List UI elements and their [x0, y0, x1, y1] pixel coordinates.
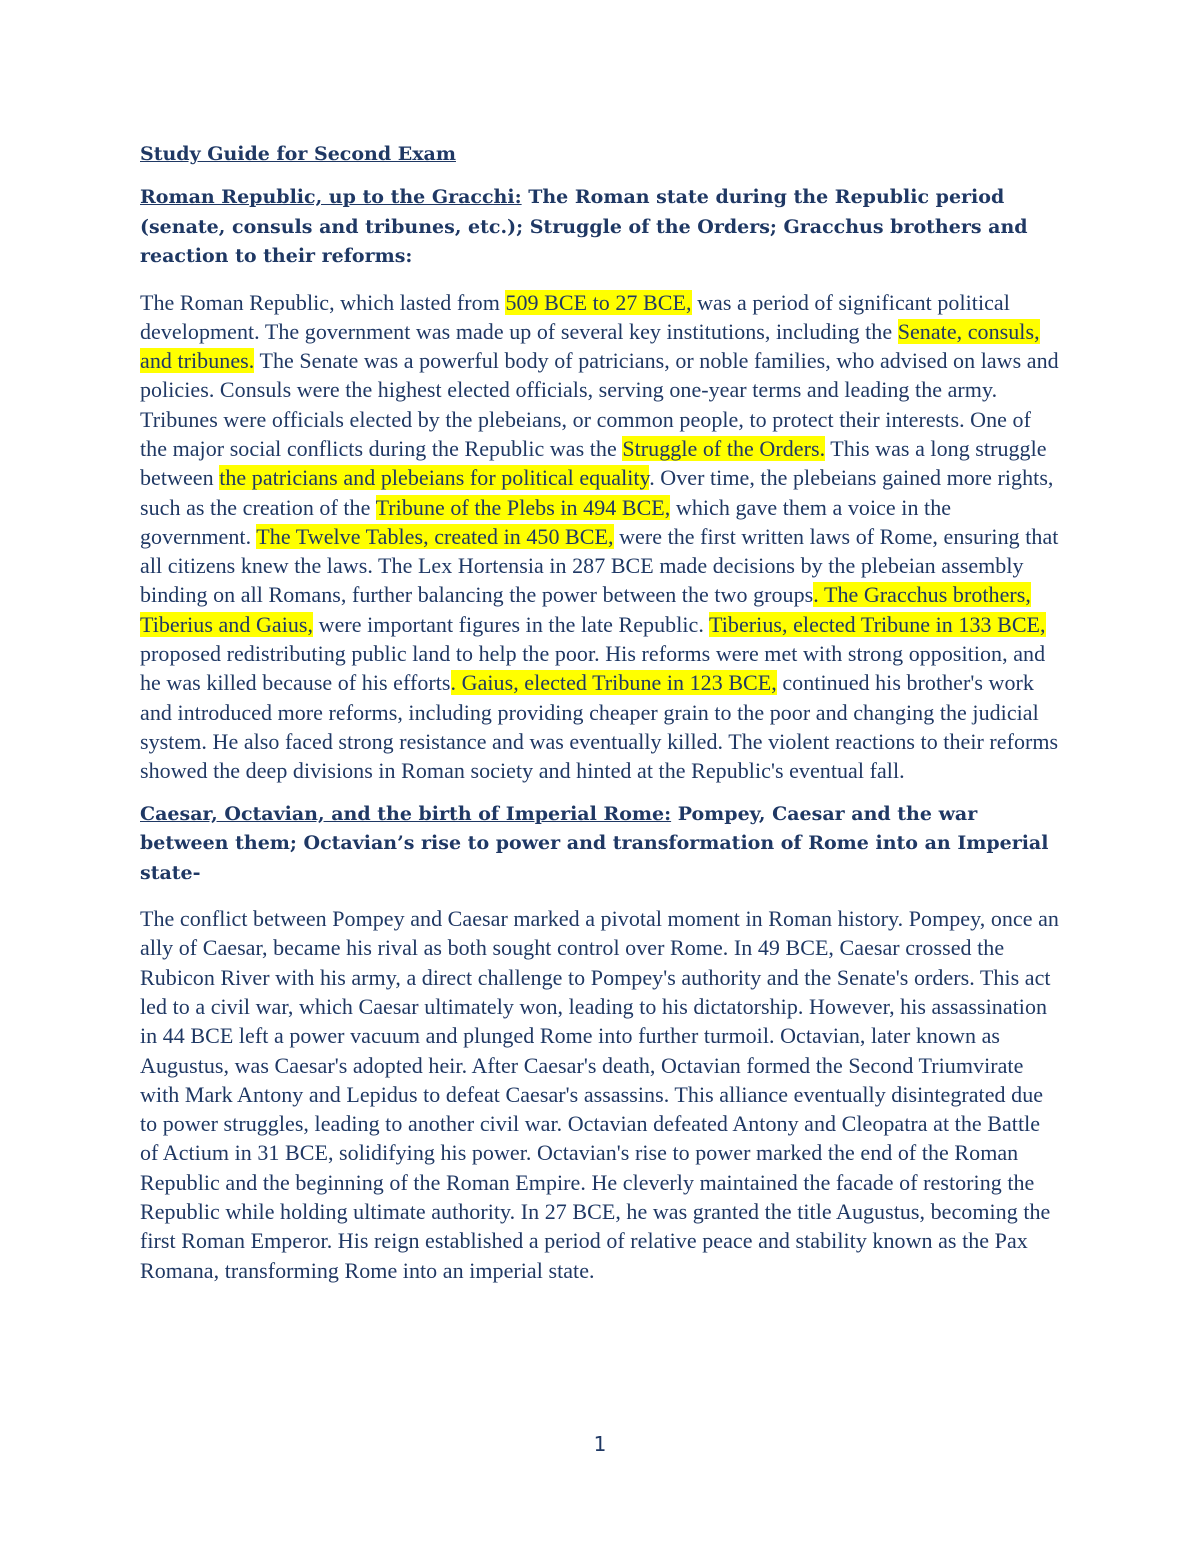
text-run: continued his brother's work and introduced more reforms, including providing cheaper grain to the poor and changing the judicial system. He also faced strong resistance and was eventually killed. The violent reactions to their reforms showed the deep divisions in Roman society and hinted at the Republic's eventual fall. [140, 670, 1059, 784]
page-title: Study Guide for Second Exam [140, 143, 456, 165]
text-run: which gave them a voice in the government. [140, 494, 952, 549]
section-heading-imperial-rome [140, 800, 1060, 889]
document-page [140, 140, 1060, 1299]
text-run: was a period of significant political development. The government was made up of several key institutions, including the [140, 289, 1010, 344]
highlighted-text: Senate, consuls, and tribunes. [140, 318, 1040, 374]
section-heading-roman-republic [140, 183, 1060, 272]
highlighted-text: Tribune of the Plebs in 494 BCE, [375, 494, 671, 520]
page-number: 1 [593, 1432, 607, 1456]
highlighted-text: . The Gracchus brothers, Tiberius and Gaius, [140, 582, 1031, 637]
highlighted-text: . Gaius, elected Tribune in 123 BCE, [450, 670, 777, 696]
section-heading-topics: The Roman state during the Republic period (senate, consuls and tribunes, etc.); Struggle of the Orders; Gracchus brothers and reaction to their reforms: [140, 186, 1028, 267]
highlighted-text: The Twelve Tables, created in 450 BCE, [256, 523, 614, 549]
section-heading-topics: Pompey, Caesar and the war between them; Octavian’s rise to power and transformation of Rome into an Imperial state- [140, 802, 1049, 884]
paragraph-imperial-rome: The conflict between Pompey and Caesar marked a pivotal moment in Roman history. Pompey, once an ally of Caesar, became his rival as both sought control over Rome. In 49 BCE, Caesar crossed the Rubicon River with his army, a direct challenge to Pompey's authority and the Senate's orders. This act led to a civil war, which Caesar ultimately won, leading to his dictatorship. However, his assassination in 44 BCE left a power vacuum and plunged Rome into further turmoil. Octavian, later known as Augustus, was Caesar's adopted heir. After Caesar's death, Octavian formed the Second Triumvirate with Mark Antony and Lepidus to defeat Caesar's assassins. This alliance eventually disintegrated due to power struggles, leading to another civil war. Octavian defeated Antony and Cleopatra at the Battle of Actium in 31 BCE, solidifying his power. Octavian's rise to power marked the end of the Roman Republic and the beginning of the Roman Empire. He cleverly maintained the facade of restoring the Republic while holding ultimate authority. In 27 BCE, he was granted the title Augustus, becoming the first Roman Emperor. His reign established a period of relative peace and stability known as the Pax Romana, transforming Rome into an imperial state. [140, 906, 1059, 1283]
text-run: This was a long struggle between [140, 435, 1047, 491]
text-run: were important figures in the late Republic. [313, 611, 710, 637]
section-heading-underlined: Caesar, Octavian, and the birth of Imperial Rome: [140, 802, 672, 825]
highlighted-text: 509 BCE to 27 BCE, [505, 289, 692, 315]
text-run: . Over time, the plebeians gained more rights, such as the creation of the [140, 465, 1054, 520]
text-run: The Roman Republic, which lasted from [140, 289, 506, 315]
text-run: The Senate was a powerful body of patricians, or noble families, who advised on laws and policies. Consuls were the highest elected officials, serving one-year terms and leading the army. Tribunes were officials elected by the plebeians, or common people, to protect their interests. One of the major social conflicts during the Republic was the [140, 348, 1059, 461]
paragraph-roman-republic [140, 288, 1060, 786]
section-heading-underlined: Roman Republic, up to the Gracchi: [140, 186, 522, 208]
text-run: were the first written laws of Rome, ensuring that all citizens knew the laws. The Lex Hortensia in 287 BCE made decisions by the plebeian assembly binding on all Romans, further balancing the power between the two groups [140, 523, 1059, 608]
highlighted-text: Struggle of the Orders. [622, 435, 826, 461]
highlighted-text: Tiberius, elected Tribune in 133 BCE, [709, 611, 1046, 637]
highlighted-text: the patricians and plebeians for political equality [219, 465, 650, 491]
text-run: proposed redistributing public land to help the poor. His reforms were met with strong opposition, and he was killed because of his efforts [140, 641, 1046, 696]
